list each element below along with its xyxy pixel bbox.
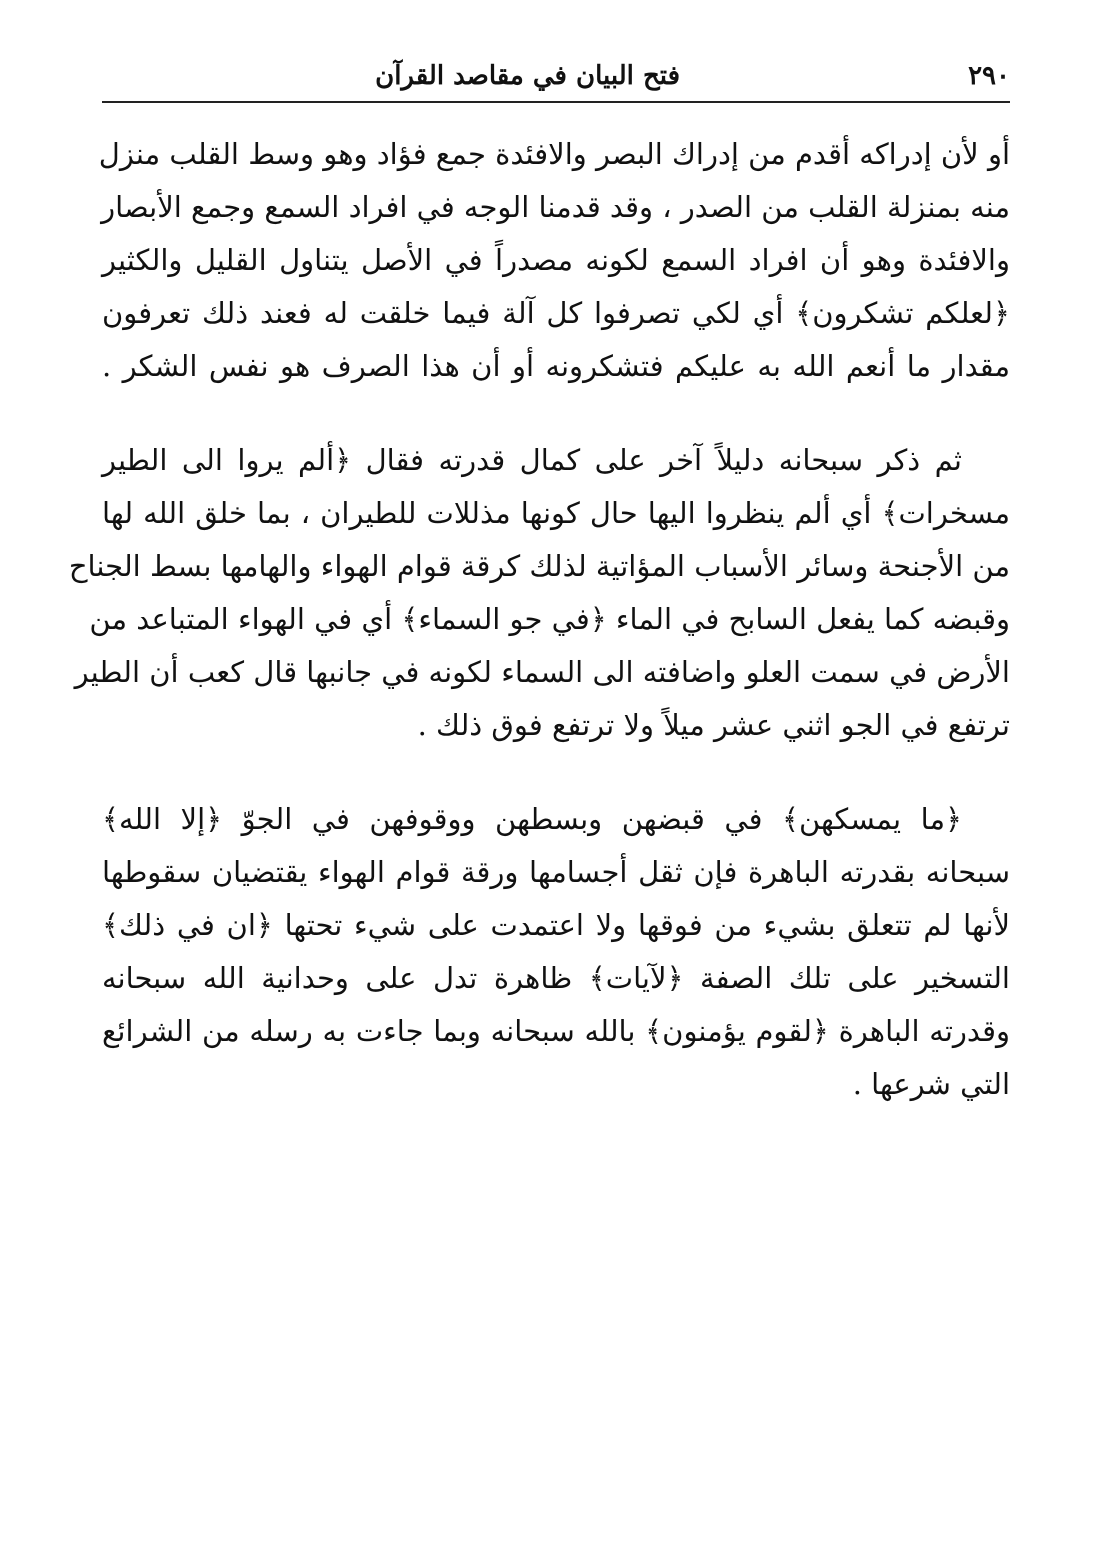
header-rule bbox=[102, 101, 1010, 103]
running-title: فتح البيان في مقاصد القرآن bbox=[375, 61, 680, 91]
text-line: ترتفع في الجو اثني عشر ميلاً ولا ترتفع فوق ذلك . bbox=[417, 708, 1010, 742]
text-line: التي شرعها . bbox=[852, 1067, 1010, 1101]
text-line: ﴿لعلكم تشكرون﴾ أي لكي تصرفوا كل آلة فيما خلقت له فعند ذلك تعرفون bbox=[102, 296, 1010, 330]
body-text bbox=[68, 128, 1011, 1152]
text-line: منه بمنزلة القلب من الصدر ، وقد قدمنا الوجه في افراد السمع وجمع الأبصار bbox=[101, 190, 1010, 224]
text-line: أو لأن إدراكه أقدم من إدراك البصر والافئدة جمع فؤاد وهو وسط القلب منزل bbox=[98, 137, 1010, 171]
paragraph-1 bbox=[98, 128, 1010, 393]
text-line: ثم ذكر سبحانه دليلاً آخر على كمال قدرته فقال ﴿ألم يروا الى الطير bbox=[102, 443, 962, 477]
text-line: مقدار ما أنعم الله به عليكم فتشكرونه أو أن هذا الصرف هو نفس الشكر . bbox=[102, 349, 1010, 383]
text-line: وقدرته الباهرة ﴿لقوم يؤمنون﴾ بالله سبحانه وبما جاءت به رسله من الشرائع bbox=[102, 1014, 1011, 1048]
text-line: ﴿ما يمسكهن﴾ في قبضهن وبسطهن ووقوفهن في الجوّ ﴿إلا الله﴾ bbox=[102, 802, 962, 836]
paragraph-3 bbox=[102, 793, 1010, 1111]
text-line: الأرض في سمت العلو واضافته الى السماء لكونه في جانبها قال كعب أن الطير bbox=[74, 655, 1010, 689]
text-line: التسخير على تلك الصفة ﴿لآيات﴾ ظاهرة تدل على وحدانية الله سبحانه bbox=[102, 961, 1010, 995]
text-line: والافئدة وهو أن افراد السمع لكونه مصدراً في الأصل يتناول القليل والكثير bbox=[102, 243, 1010, 277]
text-line: من الأجنحة وسائر الأسباب المؤاتية لذلك كرقة قوام الهواء والهامها بسط الجناح bbox=[68, 549, 1010, 583]
page-number: ٢٩٠ bbox=[968, 61, 1010, 91]
paragraph-2 bbox=[68, 434, 1010, 752]
text-line: وقبضه كما يفعل السابح في الماء ﴿في جو السماء﴾ أي في الهواء المتباعد من bbox=[89, 602, 1010, 636]
text-line: مسخرات﴾ أي ألم ينظروا اليها حال كونها مذللات للطيران ، بما خلق الله لها bbox=[102, 496, 1010, 530]
text-line: سبحانه بقدرته الباهرة فإن ثقل أجسامها ورقة قوام الهواء يقتضيان سقوطها bbox=[102, 855, 1010, 889]
page-header bbox=[102, 58, 1010, 98]
text-line: لأنها لم تتعلق بشيء من فوقها ولا اعتمدت على شيء تحتها ﴿ان في ذلك﴾ bbox=[102, 908, 1010, 942]
